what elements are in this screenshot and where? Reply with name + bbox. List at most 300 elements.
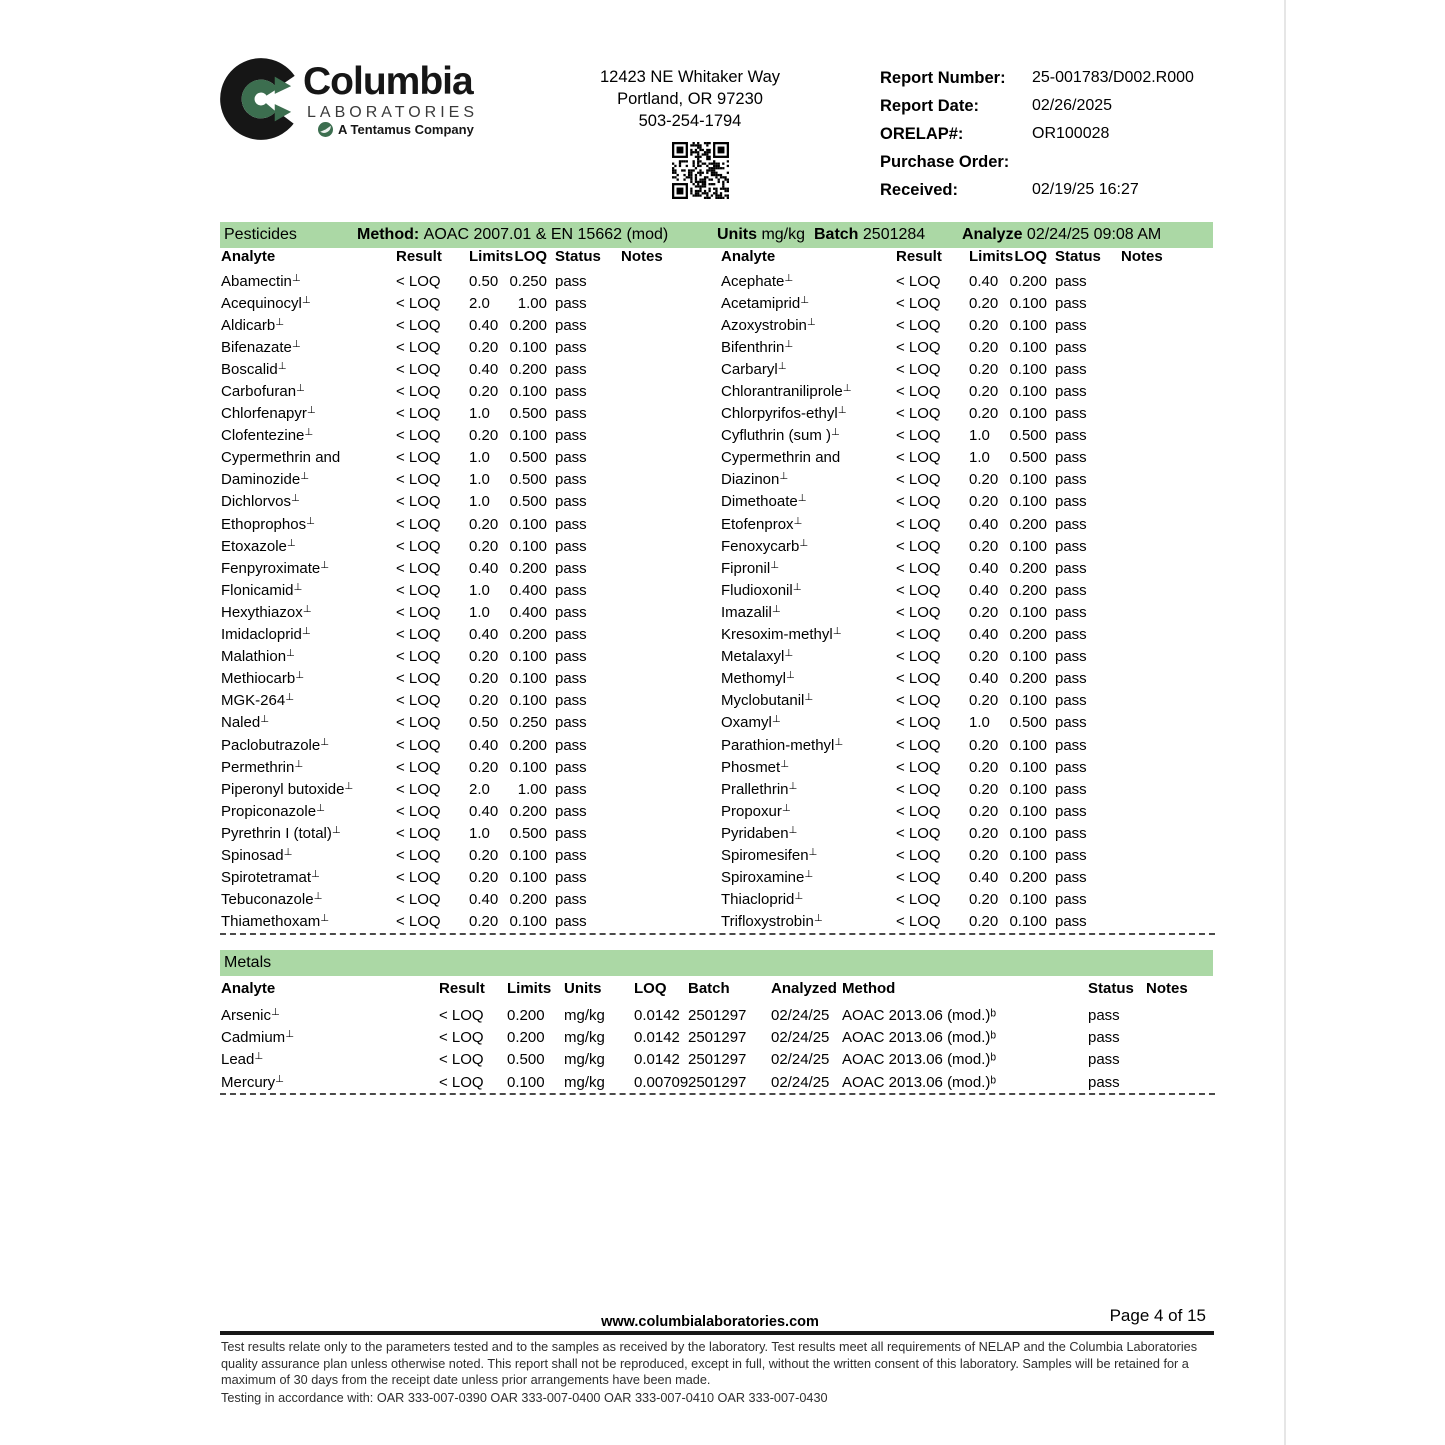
- loq-value: 0.100: [1009, 360, 1047, 378]
- loq-value: 0.100: [1009, 338, 1047, 356]
- analyte-name: Permethrin⊥: [221, 758, 304, 776]
- analyte-name: Ethoprophos⊥: [221, 515, 315, 533]
- loq-value: 0.100: [509, 913, 547, 931]
- table-row: [221, 756, 701, 778]
- analyte-name: Acequinocyl⊥: [221, 294, 311, 312]
- table-row: [221, 403, 701, 425]
- footnote-mark: ⊥: [806, 316, 816, 328]
- footer-disclaimer: Test results relate only to the parameters tested and to the samples as received by the laboratory. Test results meet all requirements of NELAP and the Columbia Laboratories quality assurance plan unless otherwise noted. This report shall not be reproduced, except in full, without the written consent of this laboratory. Samples will be retained for a maximum of 30 days from the receipt date unless prior arrangements have been made.: [221, 1340, 1198, 1387]
- footnote-mark: ⊥: [295, 670, 304, 682]
- brand-tagline: [318, 122, 474, 137]
- status-value: pass: [1055, 427, 1087, 445]
- table-row: [221, 778, 701, 800]
- column-header: LOQ: [1014, 248, 1047, 265]
- loq-value: 0.100: [1009, 648, 1047, 666]
- analyte-name: Lead⊥: [221, 1051, 264, 1069]
- limits-value: 0.20: [969, 913, 999, 931]
- loq-value: 0.100: [1009, 891, 1047, 909]
- table-row: [221, 646, 701, 668]
- loq-value: 0.200: [509, 802, 547, 820]
- limits-value: 0.500: [507, 1051, 545, 1069]
- limits-value: 2.0: [469, 780, 490, 798]
- loq-value: 0.200: [509, 316, 547, 334]
- result-value: < LOQ: [896, 648, 941, 666]
- result-value: < LOQ: [396, 670, 441, 688]
- analyzed-value: 02/24/25: [771, 1006, 830, 1024]
- result-value: < LOQ: [896, 692, 941, 710]
- analyte-name: Imazalil⊥: [721, 603, 781, 621]
- batch-value: 2501284: [862, 226, 926, 243]
- status-value: pass: [555, 869, 587, 887]
- table-row: [721, 822, 1201, 844]
- analyte-name: Carbofuran⊥: [221, 383, 305, 401]
- column-header: Limits: [969, 248, 1014, 265]
- method-label: Method:: [357, 226, 420, 243]
- result-value: < LOQ: [896, 891, 941, 909]
- result-value: < LOQ: [396, 736, 441, 754]
- footnote-mark: ⊥: [837, 405, 847, 417]
- footnote-mark: ⊥: [831, 427, 840, 439]
- status-value: pass: [1088, 1028, 1120, 1046]
- loq-value: 0.500: [509, 824, 547, 842]
- method-value: AOAC 2013.06 (mod.)ᵇ: [842, 1051, 997, 1069]
- analyte-name: Naled⊥: [221, 714, 269, 732]
- loq-value: 0.100: [1009, 780, 1047, 798]
- brand-name: Columbia: [303, 60, 473, 103]
- table-row: [221, 513, 701, 535]
- column-header: LOQ: [634, 980, 667, 997]
- status-value: pass: [1055, 294, 1087, 312]
- footer-testing-note: Testing in accordance with: OAR 333-007-0390 OAR 333-007-0400 OAR 333-007-0410 OAR 333-007-0430: [221, 1391, 828, 1405]
- loq-value: 0.100: [509, 670, 547, 688]
- analyte-name: Chlorfenapyr⊥: [221, 405, 316, 423]
- footnote-mark: ⊥: [260, 714, 269, 726]
- loq-value: 0.400: [509, 603, 547, 621]
- status-value: pass: [1055, 913, 1087, 931]
- footnote-mark: ⊥: [296, 383, 305, 395]
- analyte-name: Methiocarb⊥: [221, 670, 304, 688]
- result-value: < LOQ: [396, 360, 441, 378]
- limits-value: 0.20: [469, 913, 499, 931]
- result-value: < LOQ: [396, 626, 441, 644]
- analyte-name: Cadmium⊥: [221, 1028, 294, 1046]
- loq-value: 0.100: [509, 515, 547, 533]
- analyte-name: Spinosad⊥: [221, 846, 293, 864]
- loq-value: 0.200: [1009, 581, 1047, 599]
- result-value: < LOQ: [396, 869, 441, 887]
- table-row: [221, 800, 701, 822]
- analyte-name: Parathion-methyl⊥: [721, 736, 844, 754]
- footnote-mark: ⊥: [306, 405, 316, 417]
- status-value: pass: [555, 692, 587, 710]
- loq-value: 0.100: [1009, 471, 1047, 489]
- result-value: < LOQ: [396, 780, 441, 798]
- address-line: 12423 NE Whitaker Way: [599, 68, 781, 86]
- table-row: [721, 601, 1201, 623]
- table-row: [721, 756, 1201, 778]
- footnote-mark: ⊥: [320, 913, 329, 925]
- analyte-name: Cyfluthrin (sum )⊥: [721, 427, 840, 445]
- batch-value: 2501297: [688, 1051, 747, 1069]
- method-value: AOAC 2013.06 (mod.)ᵇ: [842, 1006, 997, 1024]
- scan-edge-line: [1284, 0, 1286, 1445]
- loq-value: 0.200: [509, 736, 547, 754]
- table-row: [721, 336, 1201, 358]
- footnote-mark: ⊥: [777, 360, 787, 372]
- limits-value: 0.20: [469, 338, 499, 356]
- table-row: [721, 270, 1201, 292]
- status-value: pass: [1088, 1006, 1120, 1024]
- status-value: pass: [1088, 1051, 1120, 1069]
- limits-value: 0.20: [969, 780, 999, 798]
- status-value: pass: [1055, 559, 1087, 577]
- loq-value: 1.00: [517, 294, 547, 312]
- column-header: Analyte: [221, 248, 276, 265]
- analyte-name: Phosmet⊥: [721, 758, 789, 776]
- limits-value: 0.20: [969, 648, 999, 666]
- analyte-name: Paclobutrazole⊥: [221, 736, 329, 754]
- result-value: < LOQ: [396, 846, 441, 864]
- loq-value: 0.0142: [634, 1028, 680, 1046]
- limits-value: 0.50: [469, 272, 499, 290]
- column-header: Analyte: [721, 248, 776, 265]
- analyte-name: Oxamyl⊥: [721, 714, 781, 732]
- analyte-name: Dichlorvos⊥: [221, 493, 300, 511]
- footnote-mark: ⊥: [770, 559, 779, 571]
- column-header: Units: [564, 980, 602, 997]
- analyte-name: Piperonyl butoxide⊥: [221, 780, 354, 798]
- limits-value: 0.40: [969, 581, 999, 599]
- table-row: [721, 469, 1201, 491]
- status-value: pass: [555, 581, 587, 599]
- info-label: ORELAP#:: [880, 124, 964, 143]
- footnote-mark: ⊥: [797, 493, 807, 505]
- result-value: < LOQ: [896, 626, 941, 644]
- status-value: pass: [1055, 670, 1087, 688]
- analyte-name: Pyrethrin I (total)⊥: [221, 824, 341, 842]
- result-value: < LOQ: [896, 869, 941, 887]
- column-header: Notes: [1121, 248, 1163, 265]
- analyte-name: Bifenazate⊥: [221, 338, 301, 356]
- analyte-name: Pyridaben⊥: [721, 824, 798, 842]
- status-value: pass: [555, 515, 587, 533]
- footnote-mark: ⊥: [779, 471, 789, 483]
- analyte-name: Bifenthrin⊥: [721, 338, 794, 356]
- result-value: < LOQ: [396, 891, 441, 909]
- analyte-name: Diazinon⊥: [721, 471, 789, 489]
- limits-value: 0.20: [469, 648, 499, 666]
- batch-value: 2501297: [688, 1006, 747, 1024]
- loq-value: 0.200: [509, 891, 547, 909]
- analyte-name: Malathion⊥: [221, 648, 295, 666]
- footnote-mark: ⊥: [788, 824, 798, 836]
- result-value: < LOQ: [896, 581, 941, 599]
- table-row: [721, 867, 1201, 889]
- table-row: [221, 1026, 1215, 1048]
- result-value: < LOQ: [396, 405, 441, 423]
- result-value: < LOQ: [896, 802, 941, 820]
- table-row: [221, 425, 701, 447]
- analyte-name: Spirotetramat⊥: [221, 869, 320, 887]
- loq-value: 0.100: [1009, 846, 1047, 864]
- footnote-mark: ⊥: [286, 648, 295, 660]
- brand-tagline-text: A Tentamus Company: [338, 122, 474, 137]
- loq-value: 0.250: [509, 714, 547, 732]
- footnote-mark: ⊥: [804, 692, 814, 704]
- column-header: Limits: [507, 980, 552, 997]
- footnote-mark: ⊥: [283, 846, 293, 858]
- loq-value: 0.500: [1009, 427, 1047, 445]
- result-value: < LOQ: [896, 780, 941, 798]
- footnote-mark: ⊥: [285, 692, 294, 704]
- limits-value: 0.20: [469, 758, 499, 776]
- limits-value: 1.0: [469, 493, 490, 511]
- footnote-mark: ⊥: [784, 338, 794, 350]
- limits-value: 1.0: [469, 603, 490, 621]
- footnote-mark: ⊥: [788, 780, 798, 792]
- limits-value: 0.20: [469, 515, 499, 533]
- footnote-mark: ⊥: [792, 581, 802, 593]
- table-row: [221, 358, 701, 380]
- result-value: < LOQ: [396, 581, 441, 599]
- analyte-name: Trifloxystrobin⊥: [721, 913, 823, 931]
- result-value: < LOQ: [396, 272, 441, 290]
- table-row: [721, 734, 1201, 756]
- status-value: pass: [555, 846, 587, 864]
- info-value: 02/26/2025: [1032, 97, 1113, 114]
- units-field: [717, 222, 806, 248]
- status-value: pass: [1055, 824, 1087, 842]
- status-value: pass: [1055, 405, 1087, 423]
- analyzed-value: 02/24/25: [771, 1028, 830, 1046]
- result-value: < LOQ: [396, 692, 441, 710]
- table-row: [721, 513, 1201, 535]
- table-row: [721, 889, 1201, 911]
- status-value: pass: [555, 626, 587, 644]
- pesticides-table-left: [221, 270, 701, 933]
- analyte-name: Dimethoate⊥: [721, 493, 807, 511]
- result-value: < LOQ: [396, 427, 441, 445]
- analyzed-value: 02/24/25: [771, 1051, 830, 1069]
- footer-rule: [220, 1331, 1214, 1335]
- status-value: pass: [555, 294, 587, 312]
- status-value: pass: [1088, 1073, 1120, 1091]
- loq-value: 0.0142: [634, 1051, 680, 1069]
- status-value: pass: [555, 891, 587, 909]
- status-value: pass: [1055, 692, 1087, 710]
- status-value: pass: [555, 427, 587, 445]
- result-value: < LOQ: [439, 1006, 484, 1024]
- analyte-name: Myclobutanil⊥: [721, 692, 814, 710]
- status-value: pass: [555, 603, 587, 621]
- analyte-name: Cypermethrin and: [221, 449, 341, 467]
- limits-value: 0.40: [969, 670, 999, 688]
- loq-value: 0.100: [1009, 802, 1047, 820]
- loq-value: 0.200: [1009, 670, 1047, 688]
- limits-value: 0.200: [507, 1006, 545, 1024]
- metals-table: [221, 1004, 1215, 1093]
- status-value: pass: [555, 471, 587, 489]
- footnote-mark: ⊥: [306, 515, 315, 527]
- status-value: pass: [1055, 891, 1087, 909]
- loq-value: 0.200: [1009, 272, 1047, 290]
- result-value: < LOQ: [396, 714, 441, 732]
- status-value: pass: [1055, 603, 1087, 621]
- result-value: < LOQ: [896, 383, 941, 401]
- limits-value: 0.20: [469, 427, 499, 445]
- loq-value: 0.100: [1009, 603, 1047, 621]
- limits-value: 0.20: [969, 471, 999, 489]
- column-header: Analyzed: [771, 980, 837, 997]
- batch-value: 2501297: [688, 1028, 747, 1046]
- loq-value: 0.100: [1009, 405, 1047, 423]
- result-value: < LOQ: [896, 846, 941, 864]
- table-row: [721, 668, 1201, 690]
- table-row: [221, 734, 701, 756]
- footnote-mark: ⊥: [794, 891, 804, 903]
- loq-value: 0.100: [1009, 736, 1047, 754]
- loq-value: 0.500: [509, 471, 547, 489]
- analyte-name: Prallethrin⊥: [721, 780, 798, 798]
- status-value: pass: [555, 714, 587, 732]
- footnote-mark: ⊥: [771, 603, 781, 615]
- footnote-mark: ⊥: [784, 648, 794, 660]
- table-row: [721, 690, 1201, 712]
- limits-value: 0.20: [969, 493, 999, 511]
- limits-value: 0.40: [469, 626, 499, 644]
- analyte-name: Boscalid⊥: [221, 360, 287, 378]
- analyte-name: Tebuconazole⊥: [221, 891, 323, 909]
- limits-value: 0.20: [969, 891, 999, 909]
- status-value: pass: [555, 383, 587, 401]
- analyte-name: Azoxystrobin⊥: [721, 316, 816, 334]
- table-row: [221, 579, 701, 601]
- limits-value: 0.40: [469, 802, 499, 820]
- loq-value: 0.100: [1009, 692, 1047, 710]
- footnote-mark: ⊥: [834, 736, 844, 748]
- status-value: pass: [1055, 714, 1087, 732]
- limits-value: 0.40: [469, 316, 499, 334]
- footnote-mark: ⊥: [277, 360, 287, 372]
- info-label: Purchase Order:: [880, 152, 1010, 171]
- footnote-mark: ⊥: [781, 802, 791, 814]
- footnote-mark: ⊥: [300, 471, 309, 483]
- status-value: pass: [1055, 383, 1087, 401]
- analyte-name: Flonicamid⊥: [221, 581, 303, 599]
- column-header: Status: [1055, 248, 1101, 265]
- status-value: pass: [1055, 846, 1087, 864]
- info-label: Report Number:: [880, 68, 1006, 87]
- status-value: pass: [1055, 648, 1087, 666]
- result-value: < LOQ: [396, 648, 441, 666]
- units-label: Units: [717, 226, 757, 243]
- table-row: [221, 557, 701, 579]
- pesticides-table-right: [721, 270, 1201, 933]
- address-line: 503-254-1794: [638, 112, 742, 130]
- status-value: pass: [555, 780, 587, 798]
- metals-header: [221, 980, 1215, 997]
- result-value: < LOQ: [896, 736, 941, 754]
- table-row: [221, 601, 701, 623]
- limits-value: 0.20: [969, 736, 999, 754]
- limits-value: 0.40: [969, 626, 999, 644]
- table-row: [721, 314, 1201, 336]
- limits-value: 0.20: [969, 758, 999, 776]
- method-value: AOAC 2013.06 (mod.)ᵇ: [842, 1073, 997, 1091]
- limits-value: 0.40: [969, 272, 999, 290]
- loq-value: 0.100: [509, 427, 547, 445]
- table-row: [221, 690, 701, 712]
- analyte-name: Etoxazole⊥: [221, 537, 296, 555]
- footnote-mark: ⊥: [254, 1051, 264, 1063]
- result-value: < LOQ: [896, 913, 941, 931]
- table-row: [221, 1049, 1215, 1071]
- analyte-name: Hexythiazox⊥: [221, 603, 312, 621]
- loq-value: 0.400: [509, 581, 547, 599]
- loq-value: 0.500: [509, 493, 547, 511]
- status-value: pass: [1055, 780, 1087, 798]
- status-value: pass: [555, 272, 587, 290]
- analyze-label: Analyze: [962, 226, 1023, 243]
- limits-value: 0.40: [469, 736, 499, 754]
- method-value: AOAC 2013.06 (mod.)ᵇ: [842, 1028, 997, 1046]
- status-value: pass: [555, 824, 587, 842]
- column-header: Result: [396, 248, 442, 265]
- table-row: [221, 911, 701, 933]
- loq-value: 0.100: [509, 338, 547, 356]
- table-row: [721, 579, 1201, 601]
- status-value: pass: [555, 670, 587, 688]
- loq-value: 0.0142: [634, 1006, 680, 1024]
- analyte-name: Propoxur⊥: [721, 802, 791, 820]
- method-value: AOAC 2007.01 & EN 15662 (mod): [423, 226, 669, 243]
- footnote-mark: ⊥: [291, 272, 301, 284]
- table-row: [721, 844, 1201, 866]
- limits-value: 0.20: [469, 537, 499, 555]
- analyzed-value: 02/24/25: [771, 1073, 830, 1091]
- batch-label: Batch: [814, 226, 859, 243]
- footnote-mark: ⊥: [800, 294, 809, 306]
- status-value: pass: [555, 913, 587, 931]
- analyte-name: Fenpyroximate⊥: [221, 559, 329, 577]
- result-value: < LOQ: [396, 383, 441, 401]
- info-value: 02/19/25 16:27: [1032, 181, 1139, 198]
- info-value: 25-001783/D002.R000: [1032, 69, 1194, 86]
- table-row: [221, 668, 701, 690]
- status-value: pass: [555, 360, 587, 378]
- analyte-name: Chlorantraniliprole⊥: [721, 383, 852, 401]
- table-row: [721, 778, 1201, 800]
- limits-value: 0.40: [469, 360, 499, 378]
- column-header: LOQ: [514, 248, 547, 265]
- limits-value: 0.20: [969, 802, 999, 820]
- analyte-name: MGK-264⊥: [221, 692, 294, 710]
- limits-value: 0.40: [469, 559, 499, 577]
- analyte-name: Aldicarb⊥: [221, 316, 284, 334]
- loq-value: 0.500: [1009, 449, 1047, 467]
- limits-value: 0.20: [969, 383, 999, 401]
- status-value: pass: [1055, 449, 1087, 467]
- status-value: pass: [555, 537, 587, 555]
- analyze-value: 02/24/25 09:08 AM: [1026, 226, 1162, 243]
- status-value: pass: [1055, 626, 1087, 644]
- info-label: Report Date:: [880, 96, 980, 115]
- result-value: < LOQ: [396, 537, 441, 555]
- batch-value: 2501297: [688, 1073, 747, 1091]
- loq-value: 0.200: [1009, 869, 1047, 887]
- analyte-name: Fludioxonil⊥: [721, 581, 802, 599]
- result-value: < LOQ: [896, 537, 941, 555]
